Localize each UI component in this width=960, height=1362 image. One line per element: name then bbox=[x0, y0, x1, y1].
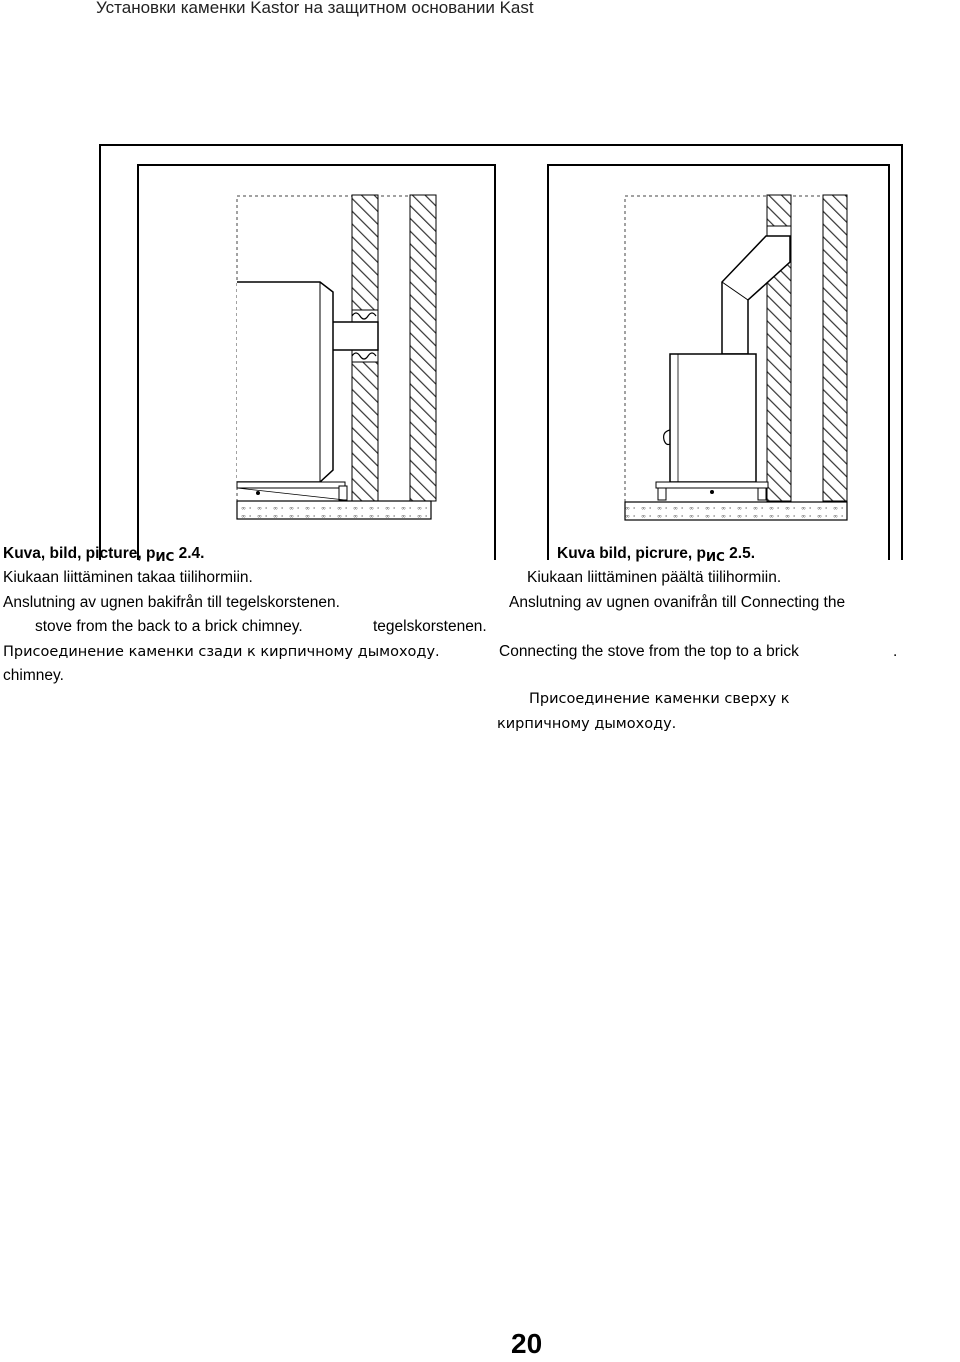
caption-right-ru-1: Присоединение каменки сверху к bbox=[529, 691, 790, 707]
stove-body bbox=[237, 282, 333, 482]
caption-left-fi: Kiukaan liittäminen takaa tiilihormiin. bbox=[3, 569, 253, 586]
caption-left-en: stove from the back to a brick chimney. bbox=[35, 618, 303, 635]
figure-right-drawing bbox=[548, 165, 889, 560]
chimney-wall-right bbox=[823, 195, 847, 501]
protective-base bbox=[237, 501, 431, 519]
caption-left-ru: Присоединение каменки сзади к кирпичному дымоходу. bbox=[3, 644, 440, 660]
figure-left-drawing bbox=[138, 165, 495, 560]
protective-base bbox=[625, 502, 847, 520]
caption-right-en-end: chimney. bbox=[3, 667, 64, 684]
caption-right-fi: Kiukaan liittäminen päältä tiilihormiin. bbox=[527, 569, 782, 586]
page-number: 20 bbox=[511, 1328, 543, 1359]
caption-right-ru-2: кирпичному дымоходу. bbox=[497, 716, 677, 732]
caption-right-sv: Anslutning av ugnen ovanifrån till Connecting the bbox=[509, 594, 846, 611]
chimney-wall-right bbox=[410, 195, 436, 501]
stove-body bbox=[670, 354, 756, 482]
caption-right-en-dot: . bbox=[893, 643, 898, 660]
page-header: Установки каменки Kastor на защитном основании Kast bbox=[96, 0, 534, 17]
figures-drawing bbox=[0, 0, 960, 560]
flue-pipe bbox=[332, 322, 378, 350]
caption-left-sv: Anslutning av ugnen bakifrån till tegelskorstenen. bbox=[3, 594, 340, 611]
caption-right-en: Connecting the stove from the top to a brick bbox=[499, 643, 799, 660]
caption-right-sv-end: tegelskorstenen. bbox=[373, 618, 487, 635]
caption-right-title: Kuva bild, picrure, рИС 2.5. bbox=[557, 545, 756, 564]
caption-left-title: Kuva, bild, picture, рИС 2.4. bbox=[3, 545, 205, 564]
